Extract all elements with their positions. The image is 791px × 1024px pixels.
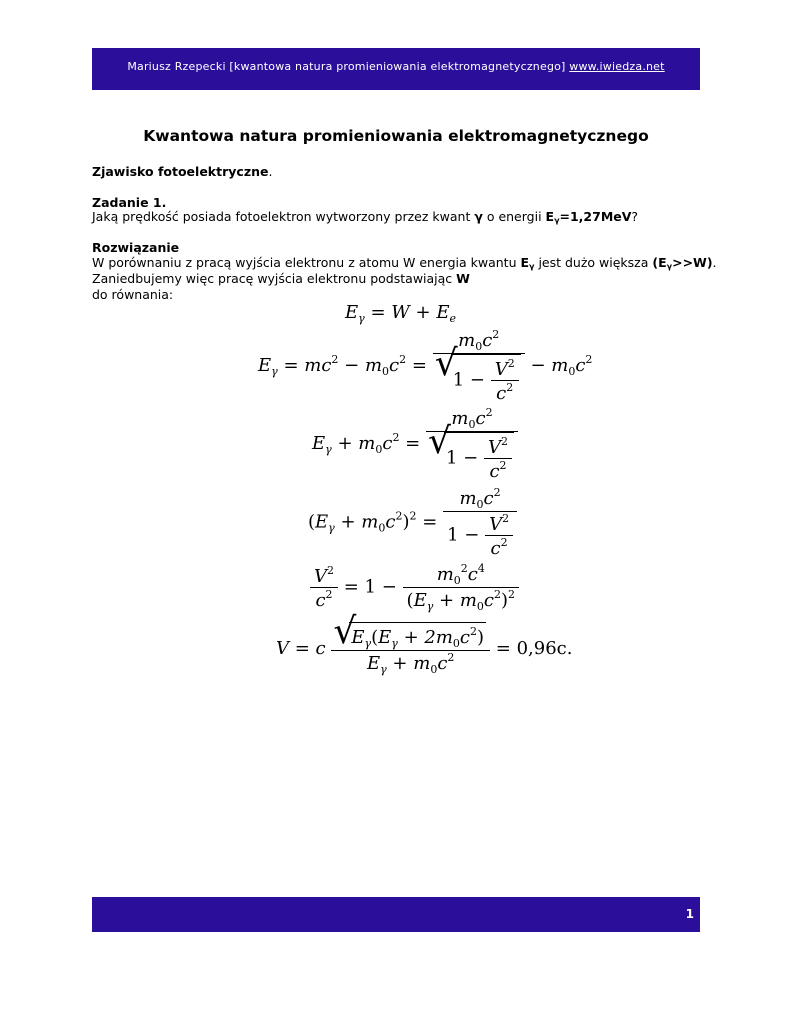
equation-6: V = c √ $\frac{E_\gamma(E_\gamma + 2m_0c^2)}{E_\gamma + m_0c^2}$ = 0,96c.: [276, 622, 572, 676]
website-link[interactable]: www.iwiedza.net: [569, 60, 665, 73]
footer-banner: [92, 897, 700, 932]
task-label: Zadanie 1.: [92, 195, 167, 210]
solution-line-1: W porównaniu z pracą wyjścia elektronu z atomu W energia kwantu $E_\gamma$ jest dużo większa $(E_\gamma>>W)$.: [92, 255, 717, 271]
solution-line-2: Zaniedbujemy więc pracę wyjścia elektronu podstawiając W: [92, 271, 470, 286]
solution-line-3: do równania:: [92, 287, 174, 302]
equation-1: $E_\gamma = W + E_e$: [345, 302, 456, 325]
header-text: Mariusz Rzepecki [kwantowa natura promieniowania elektromagnetycznego] www.iwiedza.net: [127, 60, 665, 73]
equation-4: $(E_\gamma + m_0c^2)^2$ = $m_0c^2$ 1 − $\frac{V^2}{c^2}$: [308, 486, 517, 559]
page-number: 1: [685, 907, 694, 921]
header-banner: [92, 48, 700, 90]
task-text: Jaką prędkość posiada fotoelektron wytworzony przez kwant γ o energii $E_\gamma=1,27MeV$?: [92, 209, 639, 225]
result-value: = 0,96c.: [495, 638, 573, 659]
equation-5: $\frac{V^2}{c^2}$ = 1 − $\frac{m_0^2c^4}{(E_\gamma + m_0c^2)^2}$: [310, 562, 519, 613]
solution-label: Rozwiązanie: [92, 240, 180, 255]
page-title: Kwantowa natura promieniowania elektromagnetycznego: [143, 127, 649, 145]
section-heading: Zjawisko fotoelektryczne.: [92, 164, 273, 179]
equation-3: $E_\gamma + m_0c^2$ = $m_0c^2$ √ 1 − $\frac{V^2}{c^2}$: [312, 406, 518, 482]
equation-2: $E_\gamma = mc^2 - m_0c^2$ = $m_0c^2$ √ 1 − $\frac{V^2}{c^2}$ − $m_0c^2$: [258, 328, 592, 404]
